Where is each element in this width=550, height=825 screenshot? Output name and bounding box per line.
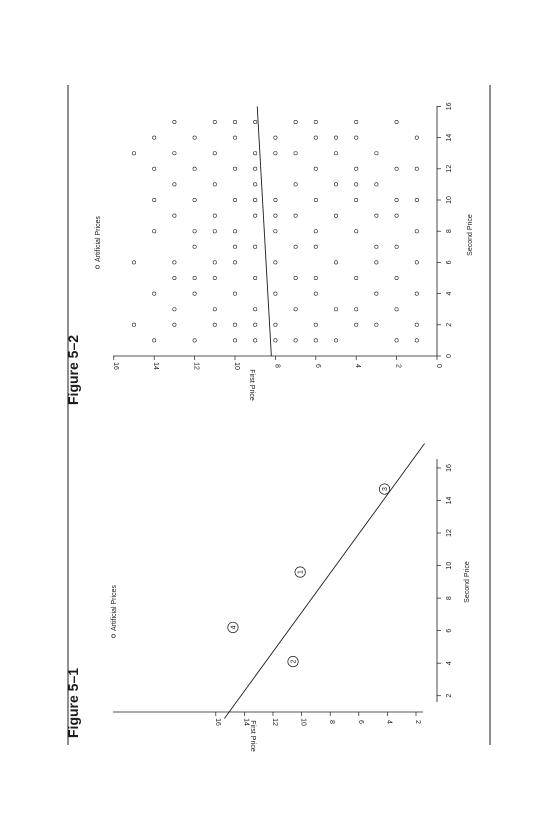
- fig2-data-point: [274, 136, 277, 139]
- fig2-data-point: [213, 276, 216, 279]
- fig2-data-point: [193, 230, 196, 233]
- fig2-data-point: [294, 183, 297, 186]
- fig2-data-point: [213, 261, 216, 264]
- fig2-y-axis-label: First Price: [248, 369, 255, 401]
- fig2-data-point: [274, 214, 277, 217]
- fig2-regression-line: [257, 106, 271, 356]
- fig2-data-point: [193, 198, 196, 201]
- fig2-data-point: [355, 136, 358, 139]
- fig2-data-point: [254, 276, 257, 279]
- fig2-data-point: [193, 167, 196, 170]
- fig2-y-tick-label: 0: [435, 364, 442, 368]
- fig2-data-point: [254, 120, 257, 123]
- fig2-data-point: [294, 214, 297, 217]
- fig2-data-point: [314, 136, 317, 139]
- fig2-data-point: [233, 230, 236, 233]
- fig2-data-point: [375, 152, 378, 155]
- fig2-data-point: [233, 120, 236, 123]
- fig2-data-point: [173, 120, 176, 123]
- fig2-data-point: [395, 339, 398, 342]
- fig2-data-point: [173, 214, 176, 217]
- fig2-data-point: [375, 183, 378, 186]
- fig2-data-point: [294, 339, 297, 342]
- fig1-x-tick-label: 2: [446, 693, 453, 698]
- fig2-data-point: [415, 167, 418, 170]
- fig2-data-point: [233, 167, 236, 170]
- fig2-data-point: [274, 323, 277, 326]
- fig2-data-point: [314, 245, 317, 248]
- fig2-x-tick-label: 10: [446, 196, 453, 204]
- fig1-x-axis-label: Second Price: [464, 561, 471, 603]
- fig2-data-point: [355, 230, 358, 233]
- fig2-data-point: [375, 214, 378, 217]
- fig2-axes: [112, 102, 453, 370]
- figure-5-1-title: Figure 5–1: [65, 667, 81, 738]
- fig2-plot-area: [132, 106, 418, 356]
- fig2-data-point: [173, 308, 176, 311]
- fig2-data-point: [213, 230, 216, 233]
- fig1-x-tick-label: 12: [446, 529, 453, 537]
- fig1-point-label: 1: [297, 570, 305, 575]
- fig2-data-point: [274, 230, 277, 233]
- fig2-x-tick-label: 2: [446, 322, 453, 327]
- fig2-data-point: [314, 323, 317, 326]
- figure-5-2: [65, 85, 490, 405]
- legend-marker-icon: [112, 634, 115, 637]
- fig1-y-tick-label: 4: [385, 720, 393, 724]
- fig2-data-point: [334, 152, 337, 155]
- fig2-data-point: [395, 120, 398, 123]
- fig2-y-tick-label: 10: [233, 362, 240, 370]
- fig1-regression-line: [224, 444, 424, 719]
- fig1-y-tick-label: 8: [328, 720, 336, 724]
- fig2-data-point: [254, 323, 257, 326]
- fig2-data-point: [173, 323, 176, 326]
- fig2-data-point: [375, 245, 378, 248]
- fig2-data-point: [233, 136, 236, 139]
- fig2-data-point: [254, 308, 257, 311]
- fig2-data-point: [173, 183, 176, 186]
- fig2-data-point: [415, 230, 418, 233]
- fig2-x-axis-label: Second Price: [467, 214, 474, 256]
- fig2-data-point: [334, 339, 337, 342]
- fig2-data-point: [375, 292, 378, 295]
- fig2-data-point: [254, 152, 257, 155]
- fig2-y-tick-label: 8: [273, 364, 281, 368]
- fig2-data-point: [375, 261, 378, 264]
- fig2-y-tick-label: 16: [111, 362, 119, 370]
- fig2-data-point: [415, 198, 418, 201]
- fig2-data-point: [254, 167, 257, 170]
- fig2-data-point: [274, 152, 277, 155]
- fig2-data-point: [314, 167, 317, 170]
- fig2-data-point: [355, 198, 358, 201]
- fig2-x-tick-label: 0: [446, 354, 453, 358]
- fig2-data-point: [355, 120, 358, 123]
- fig1-legend: [111, 585, 118, 638]
- fig2-data-point: [314, 276, 317, 279]
- fig2-data-point: [213, 323, 216, 326]
- fig1-y-axis-label: First Price: [249, 720, 256, 752]
- fig2-x-tick-label: 14: [446, 133, 453, 142]
- fig2-data-point: [375, 323, 378, 326]
- fig2-data-point: [254, 214, 257, 217]
- fig2-data-point: [153, 136, 156, 139]
- fig2-y-tick-label: 2: [394, 364, 402, 368]
- fig1-y-tick-label: 16: [213, 718, 221, 726]
- fig2-data-point: [395, 167, 398, 170]
- fig1-x-tick-label: 10: [446, 561, 453, 570]
- fig2-y-tick-label: 6: [313, 364, 321, 368]
- fig1-x-tick-label: 4: [446, 661, 453, 666]
- fig2-data-point: [132, 152, 135, 155]
- fig2-data-point: [334, 261, 337, 264]
- fig2-data-point: [334, 183, 337, 186]
- fig2-data-point: [153, 198, 156, 201]
- figure-5-2-title: Figure 5–2: [65, 334, 81, 405]
- fig2-x-tick-label: 4: [446, 291, 453, 296]
- fig1-y-tick-label: 12: [271, 718, 278, 726]
- fig2-data-point: [173, 276, 176, 279]
- fig1-y-tick-label: 6: [356, 720, 364, 724]
- fig2-data-point: [334, 308, 337, 311]
- fig1-plot-area: [224, 444, 424, 719]
- fig2-data-point: [193, 245, 196, 248]
- fig2-data-point: [415, 292, 418, 295]
- fig2-data-point: [395, 245, 398, 248]
- fig2-data-point: [415, 136, 418, 139]
- fig2-data-point: [294, 120, 297, 123]
- fig2-data-point: [415, 261, 418, 264]
- fig2-data-point: [233, 339, 236, 342]
- fig2-data-point: [153, 339, 156, 342]
- fig2-data-point: [233, 292, 236, 295]
- fig2-data-point: [274, 339, 277, 342]
- fig2-data-point: [213, 152, 216, 155]
- fig1-x-tick-label: 8: [446, 596, 453, 601]
- fig2-data-point: [173, 261, 176, 264]
- fig2-x-tick-label: 6: [446, 260, 453, 265]
- fig2-legend-label: Artificial Prices: [95, 216, 102, 262]
- fig2-data-point: [153, 292, 156, 295]
- fig2-data-point: [254, 245, 257, 248]
- fig2-data-point: [294, 245, 297, 248]
- fig2-y-tick-label: 12: [192, 362, 200, 370]
- fig2-data-point: [193, 276, 196, 279]
- fig2-data-point: [233, 261, 236, 264]
- fig2-y-tick-label: 14: [152, 362, 160, 370]
- fig2-x-tick-label: 12: [446, 164, 453, 173]
- fig2-data-point: [233, 245, 236, 248]
- fig2-data-point: [314, 339, 317, 342]
- fig2-x-tick-label: 16: [446, 102, 453, 111]
- fig2-data-point: [274, 198, 277, 201]
- fig2-data-point: [355, 167, 358, 170]
- fig2-data-point: [254, 198, 257, 201]
- fig2-data-point: [355, 183, 358, 186]
- fig1-y-tick-label: 10: [299, 718, 307, 726]
- fig2-data-point: [314, 292, 317, 295]
- fig2-data-point: [334, 214, 337, 217]
- fig2-data-point: [274, 261, 277, 264]
- fig2-data-point: [355, 276, 358, 279]
- fig1-legend-label: Artificial Prices: [111, 585, 118, 631]
- fig2-data-point: [355, 323, 358, 326]
- fig1-point-label: 3: [381, 487, 389, 492]
- fig2-data-point: [334, 136, 337, 139]
- fig2-data-point: [193, 292, 196, 295]
- fig2-data-point: [415, 339, 418, 342]
- fig2-data-point: [193, 339, 196, 342]
- fig1-axes: [113, 459, 453, 726]
- fig2-data-point: [395, 214, 398, 217]
- fig2-data-point: [233, 198, 236, 201]
- fig2-data-point: [314, 230, 317, 233]
- fig2-data-point: [153, 167, 156, 170]
- fig2-data-point: [213, 308, 216, 311]
- fig1-x-tick-label: 6: [446, 628, 453, 633]
- fig2-data-point: [193, 136, 196, 139]
- fig1-y-tick-label: 2: [414, 720, 421, 724]
- fig1-point-label: 2: [290, 659, 298, 664]
- fig2-legend: [95, 216, 102, 269]
- fig2-data-point: [173, 152, 176, 155]
- fig2-data-point: [415, 323, 418, 326]
- fig2-data-point: [213, 120, 216, 123]
- fig2-data-point: [395, 308, 398, 311]
- fig2-x-tick-label: 8: [446, 229, 453, 234]
- fig2-data-point: [395, 276, 398, 279]
- fig1-x-tick-label: 16: [446, 464, 453, 472]
- fig2-data-point: [294, 308, 297, 311]
- fig2-data-point: [132, 323, 135, 326]
- fig2-data-point: [254, 339, 257, 342]
- fig1-y-tick-label: 14: [242, 718, 250, 726]
- fig2-data-point: [153, 230, 156, 233]
- fig2-data-point: [233, 323, 236, 326]
- fig1-x-tick-label: 14: [446, 496, 453, 505]
- fig2-data-point: [132, 261, 135, 264]
- fig2-data-point: [294, 152, 297, 155]
- fig2-data-point: [314, 198, 317, 201]
- fig2-data-point: [213, 183, 216, 186]
- fig2-data-point: [213, 214, 216, 217]
- fig2-data-point: [274, 292, 277, 295]
- fig2-y-tick-label: 4: [354, 364, 362, 368]
- fig2-data-point: [314, 120, 317, 123]
- fig2-data-point: [294, 276, 297, 279]
- fig2-data-point: [355, 308, 358, 311]
- legend-marker-icon: [96, 265, 99, 268]
- figure-5-1: [65, 395, 490, 752]
- fig2-data-point: [395, 198, 398, 201]
- fig1-point-label: 4: [230, 625, 238, 630]
- fig2-data-point: [254, 183, 257, 186]
